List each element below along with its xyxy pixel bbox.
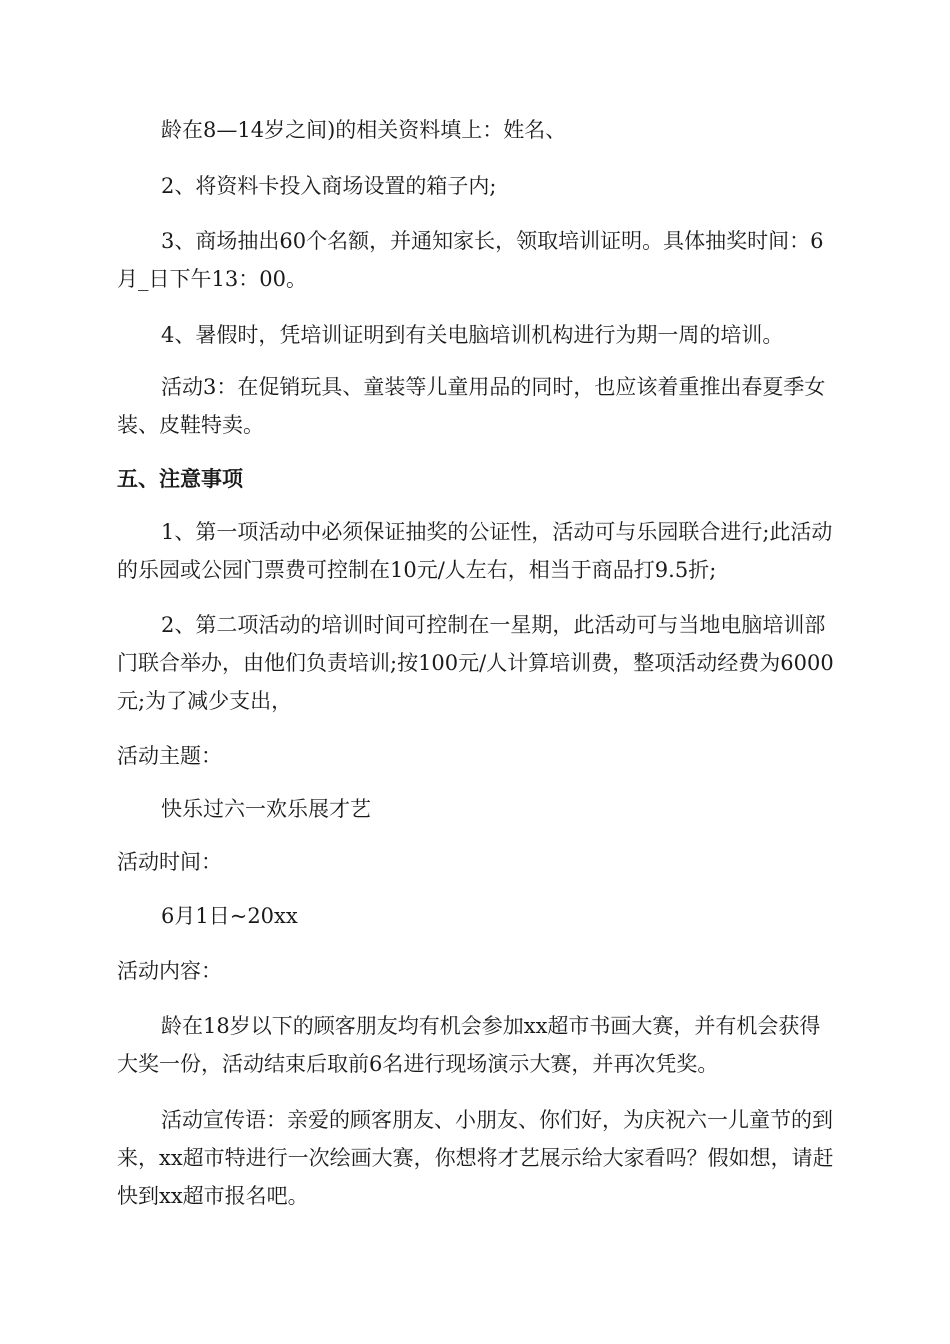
activity-time-value: 6月1日~20xx: [161, 904, 298, 928]
paragraph-note-1: 1、第一项活动中必须保证抽奖的公证性，活动可与乐园联合进行;此活动的乐园或公园门票费可控制在10元/人左右，相当于商品打9.5折;: [117, 520, 833, 582]
paragraph-step-4: 4、暑假时，凭培训证明到有关电脑培训机构进行为期一周的培训。: [161, 323, 784, 347]
paragraph-activity-3: 活动3：在促销玩具、童装等儿童用品的同时，也应该着重推出春夏季女装、皮鞋特卖。: [117, 375, 826, 437]
paragraph-activity-slogan: 活动宣传语：亲爱的顾客朋友、小朋友、你们好，为庆祝六一儿童节的到来，xx超市特进行一次绘画大赛，你想将才艺展示给大家看吗？假如想，请赶快到xx超市报名吧。: [117, 1108, 834, 1208]
paragraph-age-info: 龄在8—14岁之间)的相关资料填上：姓名、: [161, 118, 567, 142]
paragraph-note-2: 2、第二项活动的培训时间可控制在一星期，此活动可与当地电脑培训部门联合举办，由他们负责培训;按100元/人计算培训费，整项活动经费为6000元;为了减少支出，: [117, 613, 834, 713]
label-activity-content: 活动内容：: [117, 959, 222, 983]
paragraph-step-2: 2、将资料卡投入商场设置的箱子内;: [161, 174, 497, 198]
activity-theme-value: 快乐过六一欢乐展才艺: [161, 797, 371, 821]
label-activity-theme: 活动主题：: [117, 744, 222, 768]
paragraph-step-3: 3、商场抽出60个名额，并通知家长，领取培训证明。具体抽奖时间：6月_日下午13：00。: [117, 229, 824, 291]
section-heading-notes: 五、注意事项: [117, 467, 243, 491]
activity-content-value: 龄在18岁以下的顾客朋友均有机会参加xx超市书画大赛，并有机会获得大奖一份，活动结束后取前6名进行现场演示大赛，并再次凭奖。: [117, 1014, 821, 1076]
label-activity-time: 活动时间：: [117, 850, 222, 874]
